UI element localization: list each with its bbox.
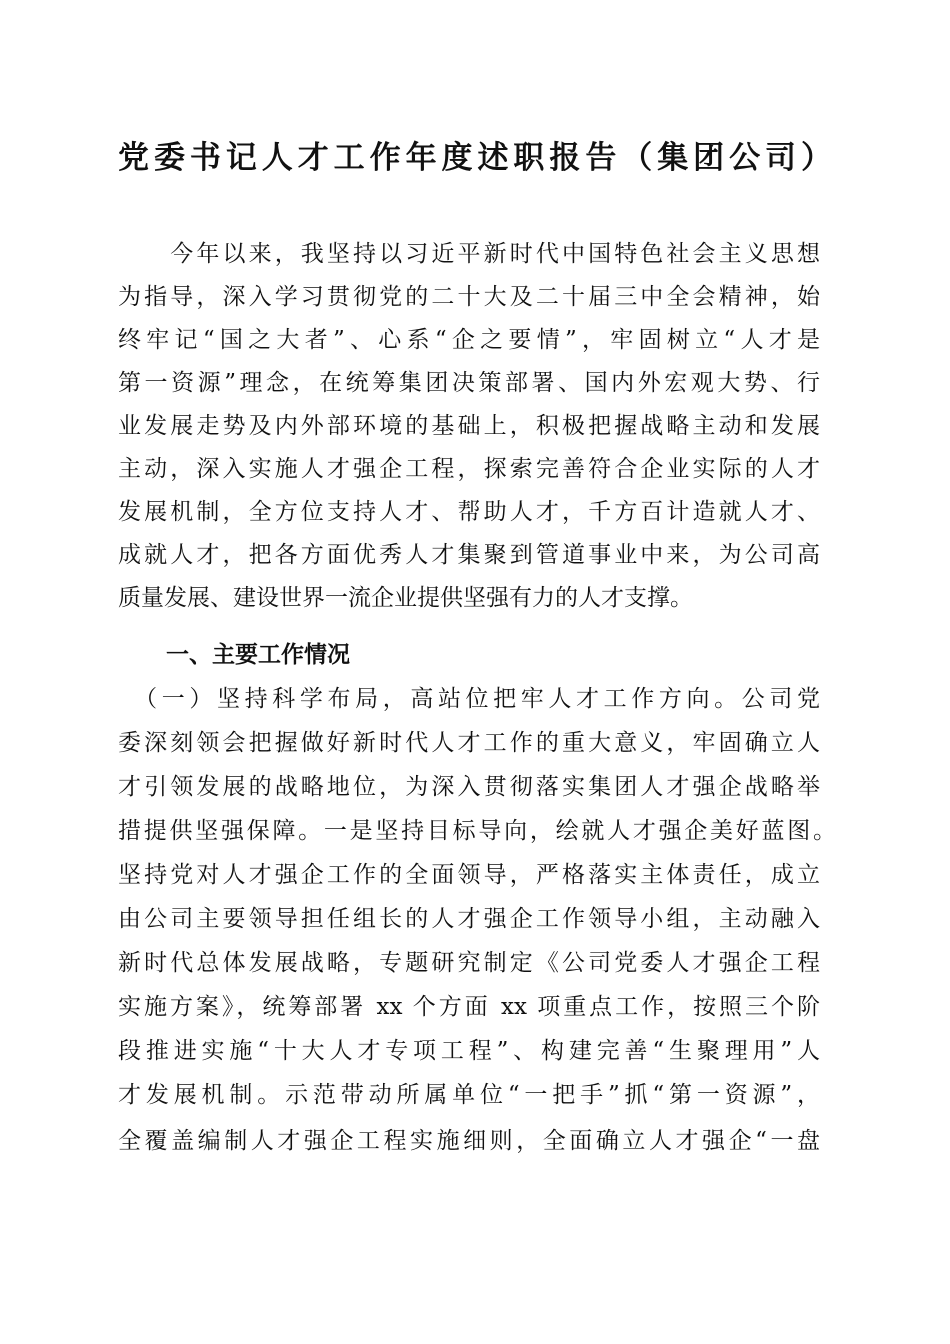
section-heading: 一、主要工作情况 — [166, 642, 350, 668]
paragraph-line: 业发展走势及内外部环境的基础上，积极把握战略主动和发展 — [118, 413, 820, 439]
paragraph-line: 发展机制，全方位支持人才、帮助人才，千方百计造就人才、 — [118, 499, 820, 525]
paragraph-line: 成就人才，把各方面优秀人才集聚到管道事业中来，为公司高 — [118, 542, 820, 568]
paragraph-line: 实施方案》，统筹部署 xx 个方面 xx 项重点工作，按照三个阶 — [118, 994, 820, 1020]
paragraph-line: 质量发展、建设世界一流企业提供坚强有力的人才支撑。 — [118, 585, 693, 611]
paragraph-line: 终牢记“国之大者”、心系“企之要情”，牢固树立“人才是 — [118, 327, 820, 353]
paragraph-line: 委深刻领会把握做好新时代人才工作的重大意义，牢固确立人 — [118, 730, 820, 756]
paragraph-line: 坚持党对人才强企工作的全面领导，严格落实主体责任，成立 — [118, 862, 820, 888]
paragraph-line: 才引领发展的战略地位，为深入贯彻落实集团人才强企战略举 — [118, 774, 820, 800]
paragraph-line: 主动，深入实施人才强企工程，探索完善符合企业实际的人才 — [118, 456, 820, 482]
paragraph-line: 全覆盖编制人才强企工程实施细则，全面确立人才强企“一盘 — [118, 1128, 820, 1154]
paragraph-line: 第一资源”理念，在统筹集团决策部署、国内外宏观大势、行 — [118, 370, 820, 396]
paragraph-line: （一）坚持科学布局，高站位把牢人才工作方向。公司党 — [118, 686, 820, 712]
paragraph-line: 为指导，深入学习贯彻党的二十大及二十届三中全会精神，始 — [118, 284, 820, 310]
paragraph-line: 措提供坚强保障。一是坚持目标导向，绘就人才强企美好蓝图。 — [118, 818, 836, 844]
paragraph-line: 段推进实施“十大人才专项工程”、构建完善“生聚理用”人 — [118, 1038, 820, 1064]
paragraph-line: 由公司主要领导担任组长的人才强企工作领导小组，主动融入 — [118, 906, 820, 932]
paragraph-line: 才发展机制。示范带动所属单位“一把手”抓“第一资源”， — [118, 1082, 820, 1108]
document-title: 党委书记人才工作年度述职报告（集团公司） — [118, 140, 832, 176]
paragraph-line: 新时代总体发展战略，专题研究制定《公司党委人才强企工程 — [118, 950, 820, 976]
paragraph-line: 今年以来，我坚持以习近平新时代中国特色社会主义思想 — [118, 241, 820, 267]
